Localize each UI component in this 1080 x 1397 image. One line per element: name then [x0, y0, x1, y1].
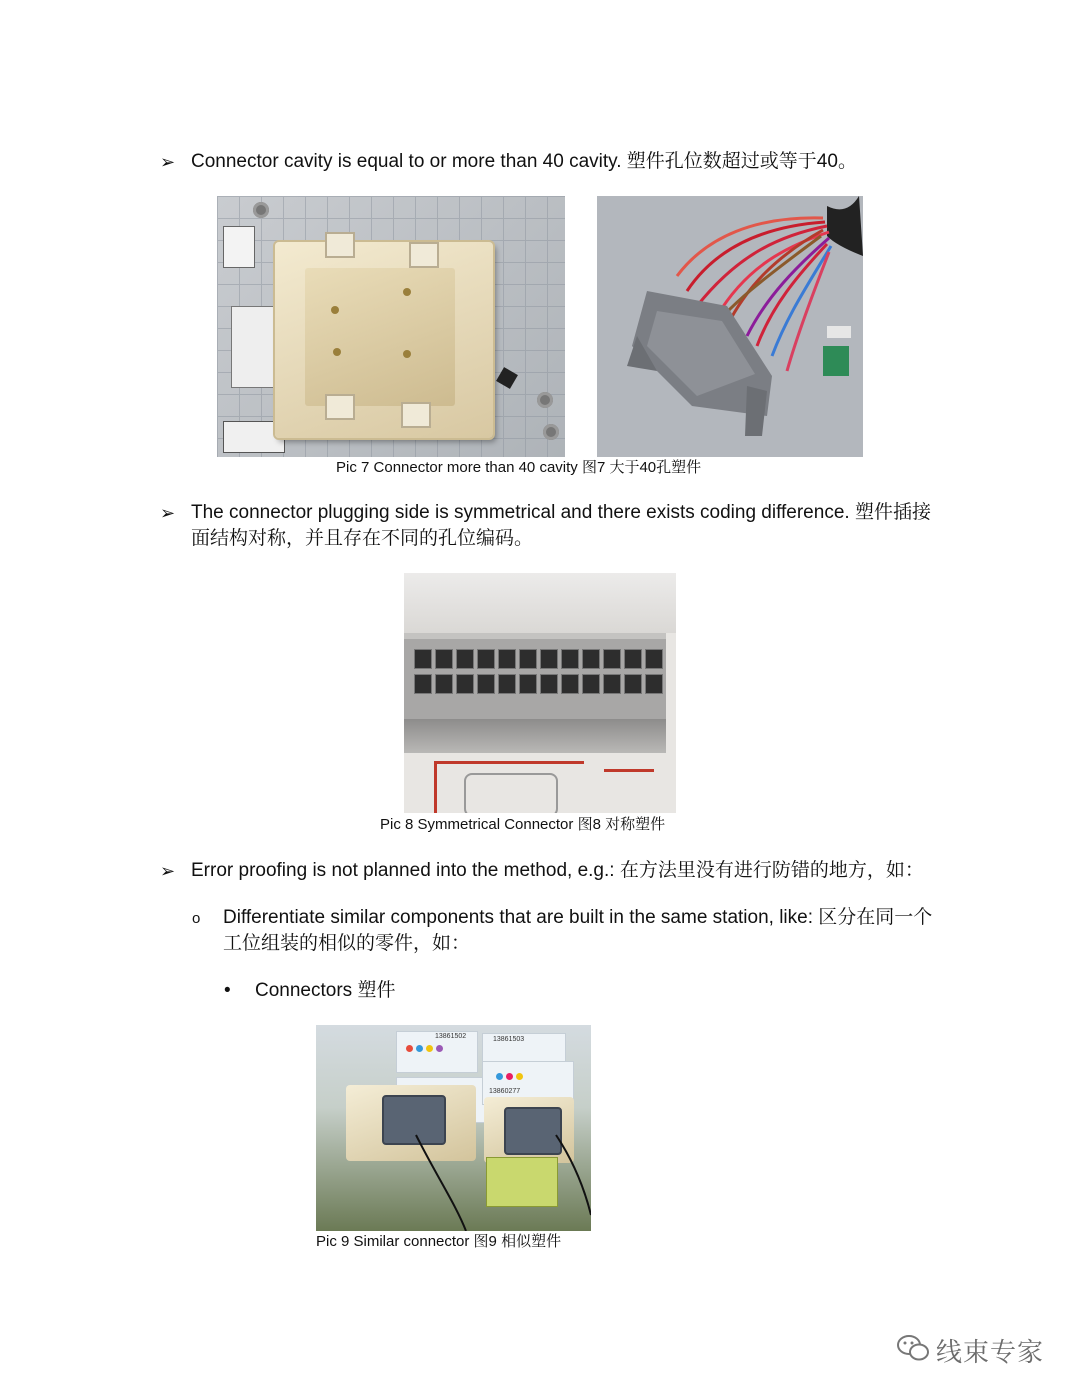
pic7-caption: Pic 7 Connector more than 40 cavity 图7 大于40孔塑件: [336, 459, 702, 476]
watermark-text: 线束专家: [936, 1337, 1045, 1367]
wired-connector-photo: [597, 196, 863, 457]
wechat-icon: [896, 1333, 930, 1363]
sub-item-text-line1: Differentiate similar components that are built in the same station, like: 区分在同一个: [223, 907, 933, 928]
part-number-label: 13861503: [493, 1036, 525, 1043]
section-3-text: Error proofing is not planned into the method, e.g.: 在方法里没有进行防错的地方，如：: [191, 860, 924, 881]
section-2-text-line2: 面结构对称，并且存在不同的孔位编码。: [191, 528, 534, 549]
bullet-circle: o: [192, 910, 201, 927]
pic8-caption: Pic 8 Symmetrical Connector 图8 对称塑件: [380, 816, 666, 833]
pic9-caption: Pic 9 Similar connector 图9 相似塑件: [316, 1233, 562, 1250]
symmetrical-connector-photo: [404, 573, 676, 813]
similar-connectors-photo: [316, 1025, 591, 1231]
section-2-text-line1: The connector plugging side is symmetrical and there exists coding difference. 塑件插接: [191, 502, 931, 523]
bullet-arrow: ➢: [160, 861, 176, 881]
part-number-label: 13861502: [435, 1033, 467, 1040]
jig-board-photo: [217, 196, 565, 457]
sub-item-text-line2: 工位组装的相似的零件，如：: [223, 933, 471, 954]
bullet-arrow: ➢: [160, 503, 176, 523]
part-number-label: 13860277: [489, 1088, 521, 1095]
sub-sub-item-text: Connectors 塑件: [255, 980, 396, 1001]
bullet-arrow: ➢: [160, 152, 176, 172]
bullet-dot: •: [224, 980, 231, 1001]
section-1-text: Connector cavity is equal to or more than 40 cavity. 塑件孔位数超过或等于40。: [191, 151, 857, 172]
